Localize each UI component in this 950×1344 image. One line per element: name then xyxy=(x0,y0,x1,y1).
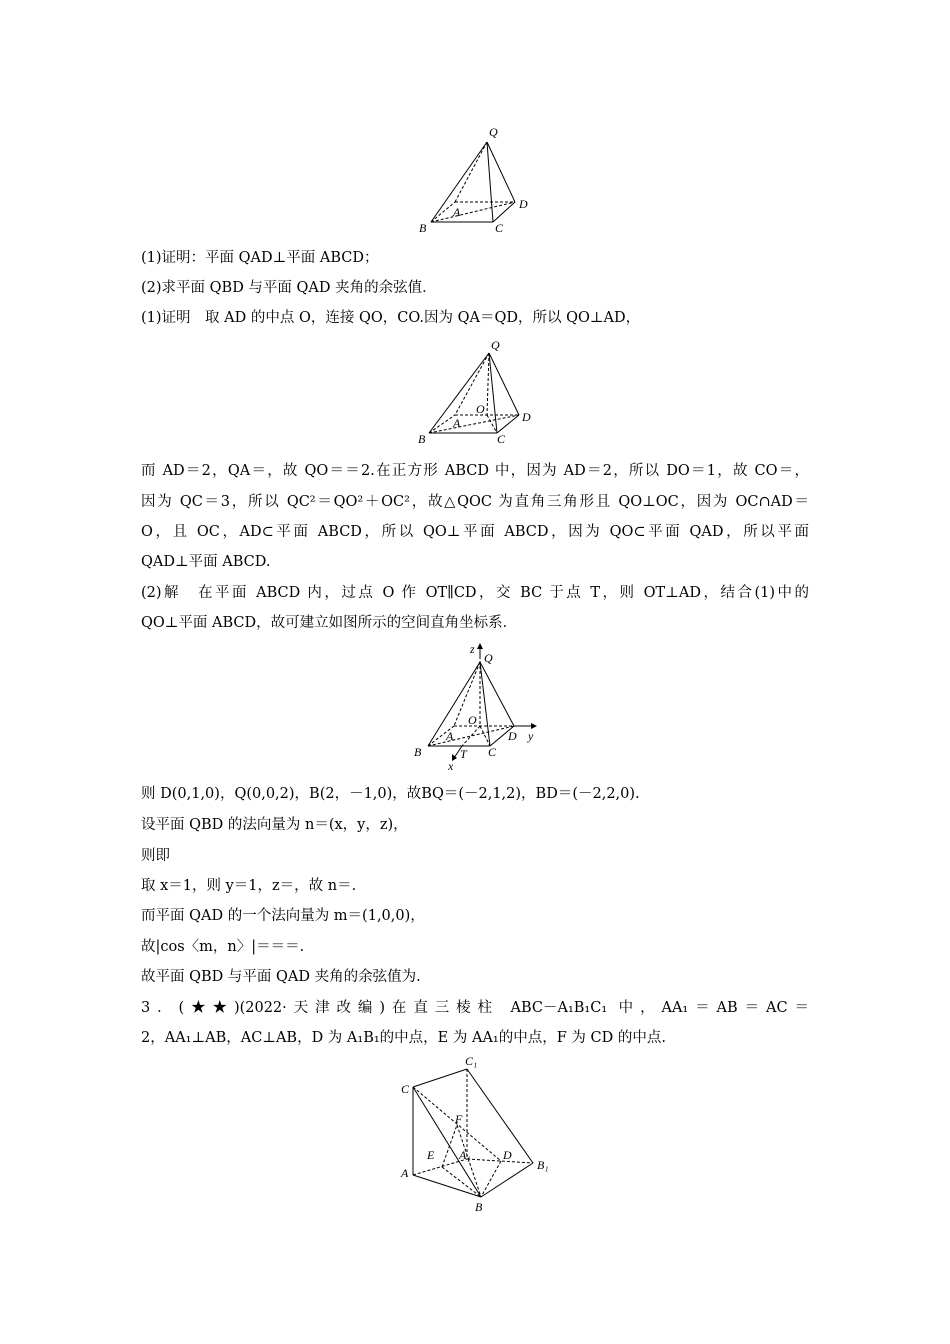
conclusion-line: 故平面 QBD 与平面 QAD 夹角的余弦值为. xyxy=(141,969,421,985)
label-o: O xyxy=(468,713,477,727)
proof-line-3: O，且 OC，AD⊂平面 ABCD，所以 QO⊥平面 ABCD，因为 QO⊂平面 QAD，所以平面 xyxy=(141,524,809,540)
label-f: F xyxy=(455,1112,463,1126)
label-d: D xyxy=(519,197,528,211)
label-a: A xyxy=(446,729,454,743)
label-q: Q xyxy=(484,651,493,665)
equation-system-line: 则即 xyxy=(141,848,170,864)
label-c: C xyxy=(497,432,506,446)
label-x: x xyxy=(448,759,454,772)
label-a: A xyxy=(453,205,461,219)
question-part-1: (1)证明：平面 QAD⊥平面 ABCD； xyxy=(141,250,379,266)
label-a: A xyxy=(453,416,461,430)
label-b: B xyxy=(419,221,427,235)
solve-vector-line: 取 x＝1，则 y＝1，z＝，故 n＝. xyxy=(141,878,357,894)
cosine-formula-line: 故|cos〈m，n〉|＝＝＝. xyxy=(141,939,305,955)
label-c: C xyxy=(488,745,497,759)
problem-3-line-1: 3．(★★)(2022·天津改编)在直三棱柱 ABC－A₁B₁C₁ 中，AA₁＝AB＝AC＝ xyxy=(141,1000,809,1016)
label-a: A xyxy=(401,1166,409,1180)
label-a1: A₁ xyxy=(459,1148,471,1162)
label-b: B xyxy=(418,432,426,446)
proof-part-1-intro: (1)证明 取 AD 的中点 O，连接 QO，CO.因为 QA＝QD，所以 QO⊥AD， xyxy=(141,310,641,326)
label-c: C xyxy=(401,1082,410,1096)
label-q: Q xyxy=(491,338,500,352)
label-d: D xyxy=(522,410,531,424)
label-t: T xyxy=(460,747,467,761)
label-q: Q xyxy=(489,125,498,139)
label-c: C xyxy=(495,221,504,235)
solution-part-2-line-1: (2)解 在平面 ABCD 内，过点 O 作 OT∥CD，交 BC 于点 T，则 OT⊥AD，结合(1)中的 xyxy=(141,585,809,601)
label-c1: C₁ xyxy=(465,1055,478,1068)
label-b1: B₁ xyxy=(537,1158,549,1172)
normal-vector-line: 设平面 QBD 的法向量为 n＝(x，y，z)， xyxy=(141,817,408,833)
label-y: y xyxy=(528,729,534,743)
label-d: D xyxy=(503,1148,512,1162)
plane-qad-normal-line: 而平面 QAD 的一个法向量为 m＝(1,0,0)， xyxy=(141,908,425,924)
proof-line-4: QAD⊥平面 ABCD. xyxy=(141,554,271,570)
proof-line-1: 而 AD＝2，QA＝，故 QO＝＝2.在正方形 ABCD 中，因为 AD＝2，所以 DO＝1，故 CO＝， xyxy=(141,463,809,479)
label-e: E xyxy=(427,1148,435,1162)
question-part-2: (2)求平面 QBD 与平面 QAD 夹角的余弦值． xyxy=(141,280,437,296)
label-b: B xyxy=(414,745,422,759)
coordinates-line: 则 D(0,1,0)，Q(0,0,2)，B(2，－1,0)，故BQ＝(－2,1,2)，BD＝(－2,2,0). xyxy=(141,786,640,802)
label-b: B xyxy=(475,1200,483,1214)
pyramid-coordinate-figure xyxy=(410,642,545,772)
label-o: O xyxy=(476,402,485,416)
pyramid-figure-1 xyxy=(415,122,535,238)
label-z: z xyxy=(470,642,475,656)
pyramid-figure-2 xyxy=(415,337,540,449)
problem-3-line-2: 2，AA₁⊥AB，AC⊥AB，D 为 A₁B₁的中点，E 为 AA₁的中点，F 为 CD 的中点. xyxy=(141,1030,666,1046)
proof-line-2: 因为 QC＝3，所以 QC²＝QO²＋OC²，故△QOC 为直角三角形且 QO⊥OC，因为 OC∩AD＝ xyxy=(141,494,809,510)
solution-part-2-line-2: QO⊥平面 ABCD，故可建立如图所示的空间直角坐标系． xyxy=(141,615,518,631)
prism-figure xyxy=(395,1055,560,1217)
label-d: D xyxy=(508,729,517,743)
